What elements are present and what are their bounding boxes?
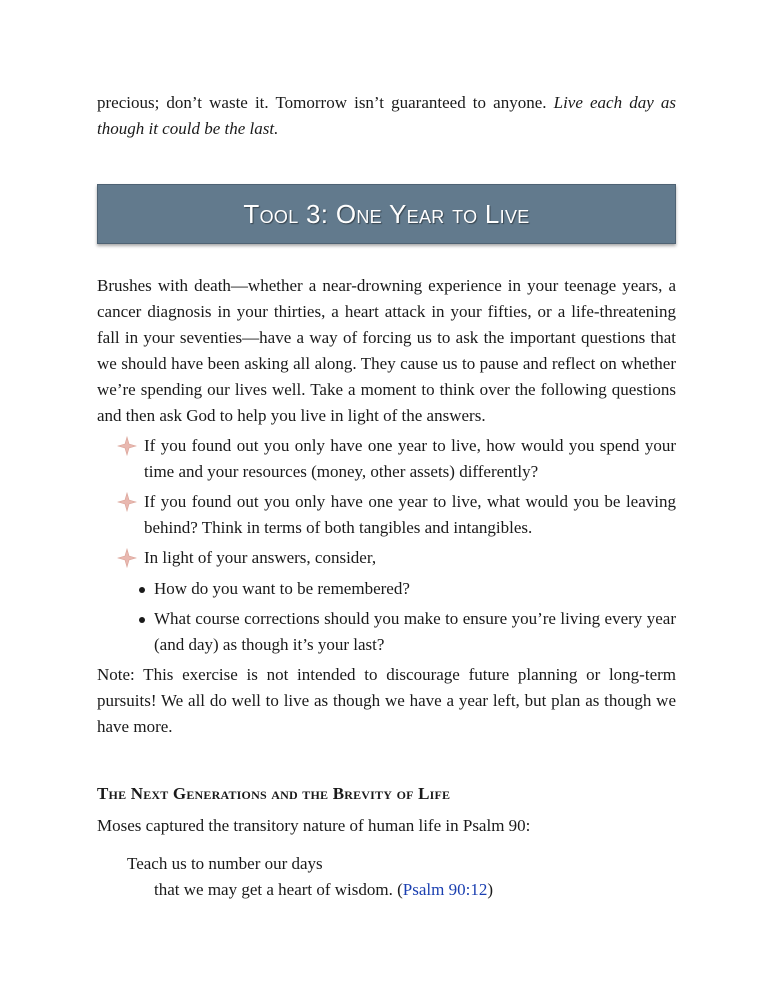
scripture-reference-link[interactable]: Psalm 90:12 bbox=[402, 880, 488, 899]
question-item bbox=[97, 545, 676, 658]
banner-title: Tool 3: One Year to Live bbox=[243, 199, 530, 229]
question-item bbox=[97, 433, 676, 485]
bullet-dot-icon bbox=[139, 617, 145, 623]
quote-line-2-text: that we may get a heart of wisdom. ( bbox=[154, 880, 403, 899]
question-list bbox=[97, 433, 676, 658]
sub-question-text: What course corrections should you make to ensure you’re living every year (and day) as though it’s your last? bbox=[154, 609, 676, 654]
section-intro: Moses captured the transitory nature of human life in Psalm 90: bbox=[97, 816, 531, 835]
document-page bbox=[97, 90, 676, 903]
sub-question-item bbox=[97, 576, 676, 602]
four-point-star-icon bbox=[117, 492, 137, 512]
intro-text: precious; don’t waste it. Tomorrow isn’t guaranteed to anyone. bbox=[97, 93, 554, 112]
sub-question-text: How do you want to be remembered? bbox=[154, 579, 410, 598]
quote-line-1: Teach us to number our days bbox=[127, 854, 323, 873]
section-heading: The Next Generations and the Brevity of Life bbox=[97, 784, 451, 803]
scripture-quote bbox=[97, 851, 676, 903]
intro-paragraph bbox=[97, 90, 676, 142]
four-point-star-icon bbox=[117, 548, 137, 568]
four-point-star-icon bbox=[117, 436, 137, 456]
quote-closing: ) bbox=[487, 880, 494, 899]
question-text: If you found out you only have one year to live, what would you be leaving behind? Think in terms of both tangibles and intangibles. bbox=[144, 492, 676, 537]
question-text: In light of your answers, consider, bbox=[144, 548, 377, 567]
question-item bbox=[97, 489, 676, 541]
sub-question-list bbox=[97, 576, 676, 658]
body-paragraph: Brushes with death—whether a near-drowning experience in your teenage years, a cancer diagnosis in your thirties, a heart attack in your fifties, or a life-threatening fall in your seventies—have a way of forcing us to ask the important questions that we should have been asking all along. They cause us to pause and reflect on whether we’re spending our lives well. Take a moment to think over the following questions and then ask God to help you live in light of the answers. bbox=[97, 276, 676, 425]
tool-banner bbox=[97, 184, 676, 244]
quote-line-2 bbox=[127, 877, 676, 903]
intro-emphasis: Live each day as though it could be the last. bbox=[97, 93, 676, 138]
note-paragraph: Note: This exercise is not intended to discourage future planning or long-term pursuits! We all do well to live as though we have a year left, but plan as though we have more. bbox=[97, 665, 676, 736]
sub-question-item bbox=[97, 606, 676, 658]
question-text: If you found out you only have one year to live, how would you spend your time and your resources (money, other assets) differently? bbox=[144, 436, 676, 481]
bullet-dot-icon bbox=[139, 587, 145, 593]
